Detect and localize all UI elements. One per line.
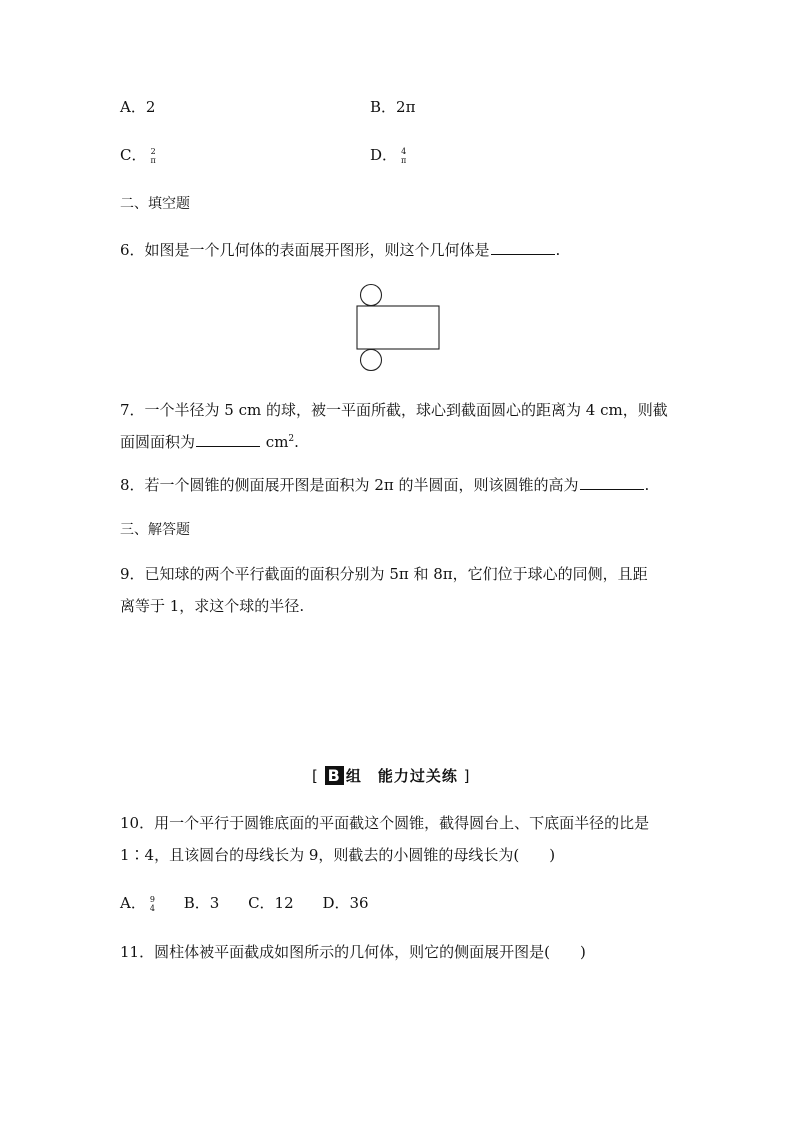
option-b-value: 2π (396, 98, 416, 116)
question-11: 11．圆柱体被平面截成如图所示的几何体，则它的侧面展开图是( ) (120, 943, 586, 961)
option-a-label: A． (120, 98, 146, 116)
fraction-numerator: 2 (150, 147, 156, 156)
bottom-circle (361, 350, 382, 371)
question-6-text: 6．如图是一个几何体的表面展开图形，则这个几何体是 (120, 241, 490, 259)
bracket-open: [ (312, 767, 319, 785)
question-8-text: 8．若一个圆锥的侧面展开图是面积为 2π 的半圆面，则该圆锥的高为 (120, 476, 579, 494)
fraction-denominator: π (401, 156, 407, 165)
question-7-line-1: 7．一个半径为 5 cm 的球，被一平面所截，球心到截面圆心的距离为 4 cm，则截 (120, 401, 668, 419)
question-9-line-1: 9．已知球的两个平行截面的面积分别为 5π 和 8π，它们位于球心的同侧，且距 (120, 565, 648, 583)
question-7-line-2 (120, 432, 299, 452)
section-fill-in-title: 二、填空题 (120, 196, 190, 212)
unit-exponent: 2 (288, 434, 295, 444)
option-a-fraction (150, 895, 155, 913)
answer-blank (196, 432, 260, 447)
group-letter-badge: B (325, 766, 344, 785)
answer-blank (580, 475, 644, 490)
option-d: D．36 (322, 894, 369, 912)
question-8 (120, 475, 649, 495)
option-c (120, 145, 156, 165)
option-a-label: A． (120, 894, 146, 912)
question-6 (120, 240, 560, 260)
option-a-value: 2 (145, 98, 156, 116)
group-title: 组 能力过关练 (345, 767, 458, 785)
option-b-label: B． (370, 98, 397, 116)
option-d (370, 145, 406, 165)
question-10-options (120, 893, 369, 913)
option-a (120, 97, 155, 117)
option-c: C．12 (248, 894, 294, 912)
option-c-label: C． (120, 146, 147, 164)
question-8-end: . (644, 476, 650, 494)
question-7-end: . (294, 433, 299, 451)
answer-blank (491, 240, 555, 255)
lateral-rectangle (357, 306, 439, 349)
option-b (370, 97, 415, 117)
option-b: B．3 (183, 894, 220, 912)
question-7-start: 面圆面积为 (120, 433, 196, 451)
fraction-numerator: 4 (401, 147, 407, 156)
fraction-denominator: π (150, 156, 156, 165)
option-d-label: D． (370, 146, 398, 164)
section-answer-title: 三、解答题 (120, 522, 190, 538)
option-d-fraction (401, 147, 406, 165)
option-c-fraction (150, 147, 155, 165)
question-10-line-2: 1∶4，且该圆台的母线长为 9，则截去的小圆锥的母线长为( ) (120, 846, 556, 864)
fraction-numerator: 9 (149, 895, 155, 904)
top-circle (361, 285, 382, 306)
question-6-end: . (555, 241, 561, 259)
bracket-close: ] (463, 767, 471, 785)
fraction-denominator: 4 (149, 904, 155, 913)
question-7-unit: cm (265, 433, 289, 451)
question-9-line-2: 离等于 1，求这个球的半径. (120, 597, 305, 615)
question-10-line-1: 10．用一个平行于圆锥底面的平面截这个圆锥，截得圆台上、下底面半径的比是 (120, 814, 650, 832)
cylinder-net-figure (350, 283, 450, 373)
group-b-banner (312, 765, 471, 786)
